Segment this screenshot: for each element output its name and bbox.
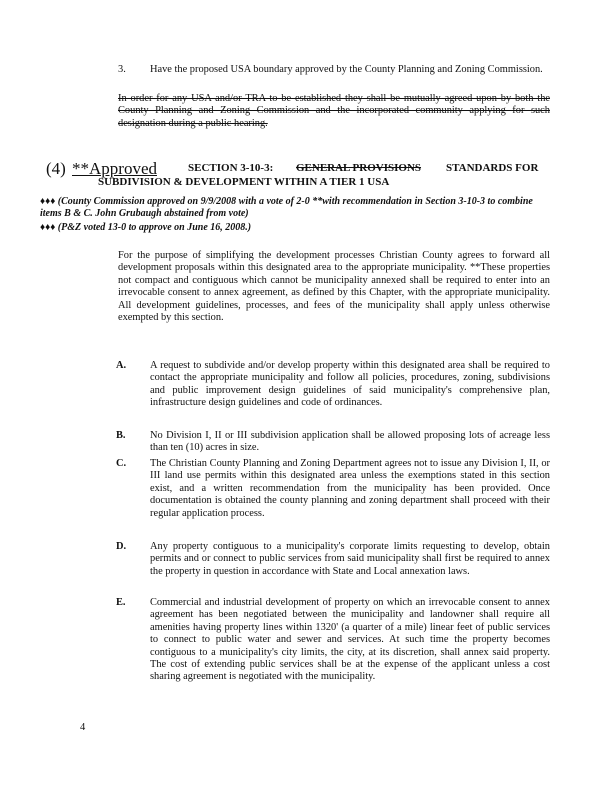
item-a-letter: A. <box>116 360 127 371</box>
item-b-text: No Division I, II or III subdivision application shall be allowed proposing lots of acreage less than ten (10) acres in size. <box>150 430 550 454</box>
section-title: STANDARDS FOR <box>446 162 539 174</box>
section-code: SECTION 3-10-3: <box>188 162 274 174</box>
section-heading <box>46 159 556 199</box>
pz-vote-note: ♦♦♦ (P&Z voted 13-0 to approve on June 16, 2008.) <box>40 222 252 233</box>
item-a-text: A request to subdivide and/or develop property within this designated area shall be required to contact the appropriate municipality and follow all policies, procedures, zoning, subdivisions and public improvement design guidelines of said municipality's comprehensive plan, infrastructure design guidelines and code of ordinances. <box>150 360 550 409</box>
item-e-text: Commercial and industrial development of property on which an irrevocable consent to annex agreement has been negotiated between the municipality and landowner shall require all amenities having property lines within 1320' (a quarter of a mile) linear feet of public services to connect to public water and sewer and services. At such time the property becomes contiguous to a municipality's city limits, the city, at its discretion, shall annex said property. The cost of extending public services shall be at the expense of the applicant unless a cost sharing agreement is negotiated with the municipality. <box>150 597 550 683</box>
item-3-text: Have the proposed USA boundary approved by the County Planning and Zoning Commission. <box>150 64 543 75</box>
section-number: (4) <box>46 159 66 178</box>
item-b-letter: B. <box>116 430 126 441</box>
item-c-text: The Christian County Planning and Zoning Department agrees not to issue any Division I, II, or III land use permits within this designated area unless the exemptions stated in this section exist, and a written recommendation from the municipality has been provided. Once documentation is obtained the county planning and zoning department shall proceed with their regular application process. <box>150 458 550 519</box>
item-c-letter: C. <box>116 458 127 469</box>
item-e-letter: E. <box>116 597 126 608</box>
approval-status: **Approved <box>72 159 157 178</box>
section-title-line2: SUBDIVISION & DEVELOPMENT WITHIN A TIER 1 USA <box>98 176 390 188</box>
county-commission-note: ♦♦♦ (County Commission approved on 9/9/2008 with a vote of 2-0 **with recommendation in Section 3-10-3 to combine items B & C. John Grubaugh abstained from vote) <box>40 196 533 219</box>
section-title-struck: GENERAL PROVISIONS <box>296 162 422 174</box>
item-d-letter: D. <box>116 541 127 552</box>
intro-paragraph: For the purpose of simplifying the development processes Christian County agrees to forward all development proposals within this designated area to the appropriate municipality. **These properties not compact and contiguous which cannot be municipality annexed shall be required to enter into an irrevocable consent to annex agreement, as defined by this Chapter, with the appropriate municipality. All development guidelines, processes, and fees of the municipality shall apply unless otherwise exempted by this section. <box>118 250 550 324</box>
struck-paragraph: In order for any USA and/or TRA to be established they shall be mutually agreed upon by both the County Planning and Zoning Commission and the incorporated community applying for such designation during a public hearing. <box>118 93 550 129</box>
page-number: 4 <box>80 722 86 733</box>
item-3-number: 3. <box>118 64 126 75</box>
item-d-text: Any property contiguous to a municipality's corporate limits requesting to develop, obtain permits and or connect to public services from said municipality shall first be required to annex the property in question in accordance with State and Local annexation laws. <box>150 541 550 577</box>
